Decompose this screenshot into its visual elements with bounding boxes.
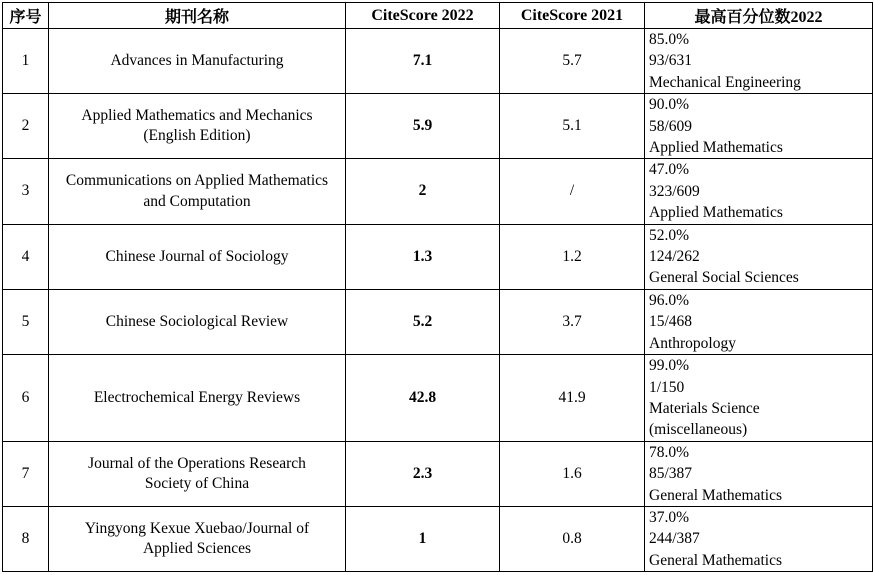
percentile-line: 78.0% <box>649 443 690 461</box>
percentile-cell <box>645 441 873 506</box>
journal-name-cell: Communications on Applied Mathematics and Computation <box>49 159 346 224</box>
percentile-line: 85/387 <box>649 465 693 483</box>
percentile-cell <box>645 224 873 289</box>
header-citescore-2021: CiteScore 2021 <box>500 3 645 29</box>
percentile-cell <box>645 506 873 571</box>
percentile-line: 37.0% <box>649 508 690 526</box>
percentile-line: 124/262 <box>649 248 700 266</box>
percentile-line: 47.0% <box>649 161 690 179</box>
percentile-line: 99.0% <box>649 357 690 375</box>
table-row <box>3 441 873 506</box>
citescore-2022-cell: 5.2 <box>346 289 500 354</box>
percentile-line: Materials Science <box>649 399 760 417</box>
percentile-line: (miscellaneous) <box>649 421 748 439</box>
percentile-line: 15/468 <box>649 313 693 331</box>
table-row <box>3 506 873 571</box>
header-max-percentile-2022: 最高百分位数2022 <box>645 3 873 29</box>
header-row-number: 序号 <box>3 3 49 29</box>
journal-name-cell: Chinese Sociological Review <box>49 289 346 354</box>
journal-name-cell: Electrochemical Energy Reviews <box>49 355 346 442</box>
journal-name-cell: Journal of the Operations Research Society of China <box>49 441 346 506</box>
header-journal-name: 期刊名称 <box>49 3 346 29</box>
citescore-2022-cell: 1 <box>346 506 500 571</box>
citescore-2021-cell: / <box>500 159 645 224</box>
journal-name-cell: Applied Mathematics and Mechanics (English Edition) <box>49 94 346 159</box>
citescore-2021-cell: 5.7 <box>500 29 645 94</box>
percentile-line: General Mathematics <box>649 551 782 569</box>
percentile-line: 90.0% <box>649 96 690 114</box>
percentile-cell <box>645 94 873 159</box>
citescore-2022-cell: 7.1 <box>346 29 500 94</box>
row-number-cell: 1 <box>3 29 49 94</box>
row-number-cell: 3 <box>3 159 49 224</box>
header-citescore-2022: CiteScore 2022 <box>346 3 500 29</box>
percentile-line: 96.0% <box>649 291 690 309</box>
percentile-line: 93/631 <box>649 52 693 70</box>
table-row <box>3 224 873 289</box>
percentile-line: General Mathematics <box>649 486 782 504</box>
journal-table-body <box>3 29 873 572</box>
percentile-cell <box>645 29 873 94</box>
percentile-line: Applied Mathematics <box>649 204 783 222</box>
percentile-line: General Social Sciences <box>649 269 799 287</box>
citescore-2021-cell: 3.7 <box>500 289 645 354</box>
citescore-2022-cell: 42.8 <box>346 355 500 442</box>
citescore-2022-cell: 2 <box>346 159 500 224</box>
citescore-2022-cell: 2.3 <box>346 441 500 506</box>
row-number-cell: 8 <box>3 506 49 571</box>
row-number-cell: 2 <box>3 94 49 159</box>
percentile-line: 323/609 <box>649 182 700 200</box>
row-number-cell: 6 <box>3 355 49 442</box>
journal-name-cell: Yingyong Kexue Xuebao/Journal of Applied Sciences <box>49 506 346 571</box>
row-number-cell: 5 <box>3 289 49 354</box>
citescore-2021-cell: 41.9 <box>500 355 645 442</box>
row-number-cell: 4 <box>3 224 49 289</box>
citescore-2021-cell: 1.6 <box>500 441 645 506</box>
percentile-cell <box>645 355 873 442</box>
citescore-2022-cell: 1.3 <box>346 224 500 289</box>
percentile-line: 85.0% <box>649 31 690 48</box>
table-row <box>3 355 873 442</box>
journal-citescore-table <box>2 2 873 572</box>
citescore-2021-cell: 5.1 <box>500 94 645 159</box>
citescore-2021-cell: 0.8 <box>500 506 645 571</box>
table-row <box>3 159 873 224</box>
percentile-line: 58/609 <box>649 117 693 135</box>
percentile-line: Anthropology <box>649 334 736 352</box>
table-row <box>3 94 873 159</box>
percentile-line: 244/387 <box>649 530 700 548</box>
journal-name-cell: Chinese Journal of Sociology <box>49 224 346 289</box>
percentile-line: 52.0% <box>649 226 690 244</box>
table-row <box>3 289 873 354</box>
journal-name-cell: Advances in Manufacturing <box>49 29 346 94</box>
percentile-cell <box>645 159 873 224</box>
percentile-line: Applied Mathematics <box>649 139 783 157</box>
citescore-2022-cell: 5.9 <box>346 94 500 159</box>
row-number-cell: 7 <box>3 441 49 506</box>
percentile-line: Mechanical Engineering <box>649 73 801 91</box>
table-row <box>3 29 873 94</box>
citescore-2021-cell: 1.2 <box>500 224 645 289</box>
percentile-line: 1/150 <box>649 378 685 396</box>
percentile-cell <box>645 289 873 354</box>
table-header-row <box>3 3 873 29</box>
